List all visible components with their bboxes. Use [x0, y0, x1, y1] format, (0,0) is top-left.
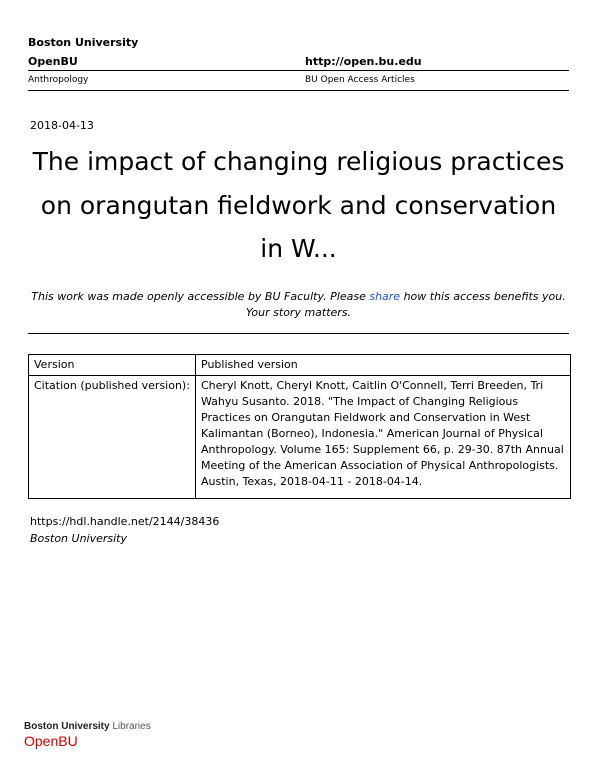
institution-name: Boston University	[30, 532, 128, 545]
share-link[interactable]: share	[369, 290, 401, 303]
document-title: The impact of changing religious practices on orangutan fieldwork and conservation in W...	[32, 147, 565, 263]
logo-institution: Boston University	[24, 721, 110, 732]
header-collection: BU Open Access Articles	[305, 75, 415, 85]
logo-libraries: Libraries	[112, 721, 151, 732]
access-note-tagline: Your story matters.	[245, 306, 352, 319]
logo-openbu: OpenBU	[24, 733, 78, 749]
header-repository-url[interactable]: http://open.bu.edu	[305, 55, 422, 68]
header-repository-row	[28, 55, 422, 68]
section-divider	[28, 333, 569, 334]
header-collection-row	[28, 75, 415, 85]
handle-link[interactable]: https://hdl.handle.net/2144/38436	[30, 515, 220, 528]
version-value: Published version	[196, 355, 571, 376]
table-row	[29, 355, 571, 376]
access-note	[28, 289, 569, 321]
citation-label: Citation (published version):	[29, 376, 196, 499]
header-divider-bottom	[28, 90, 569, 91]
logo-line1	[24, 721, 151, 732]
table-row	[29, 376, 571, 499]
metadata-table	[28, 354, 571, 499]
openbu-logo	[24, 721, 151, 749]
access-note-text: This work was made openly accessible by BU Faculty. Please	[31, 290, 366, 303]
header-divider	[28, 70, 569, 71]
citation-value: Cheryl Knott, Cheryl Knott, Caitlin O'Connell, Terri Breeden, Tri Wahyu Susanto. 2018. "The Impact of Changing Religious Practices on Orangutan Fieldwork and Conservation in West Kalimantan (Borneo), Indonesia." American Journal of Physical Anthropology. Volume 165: Supplement 66, p. 29-30. 87th Annual Meeting of the American Association of Physical Anthropologists. Austin, Texas, 2018-04-11 - 2018-04-14.	[196, 376, 571, 499]
header-institution-row	[28, 36, 305, 49]
header-repository: OpenBU	[28, 55, 78, 68]
publication-date: 2018-04-13	[30, 119, 94, 132]
header-institution: Boston University	[28, 36, 139, 49]
header-department: Anthropology	[28, 75, 89, 85]
access-note-text-end: how this access benefits you.	[403, 290, 566, 303]
version-label: Version	[29, 355, 196, 376]
